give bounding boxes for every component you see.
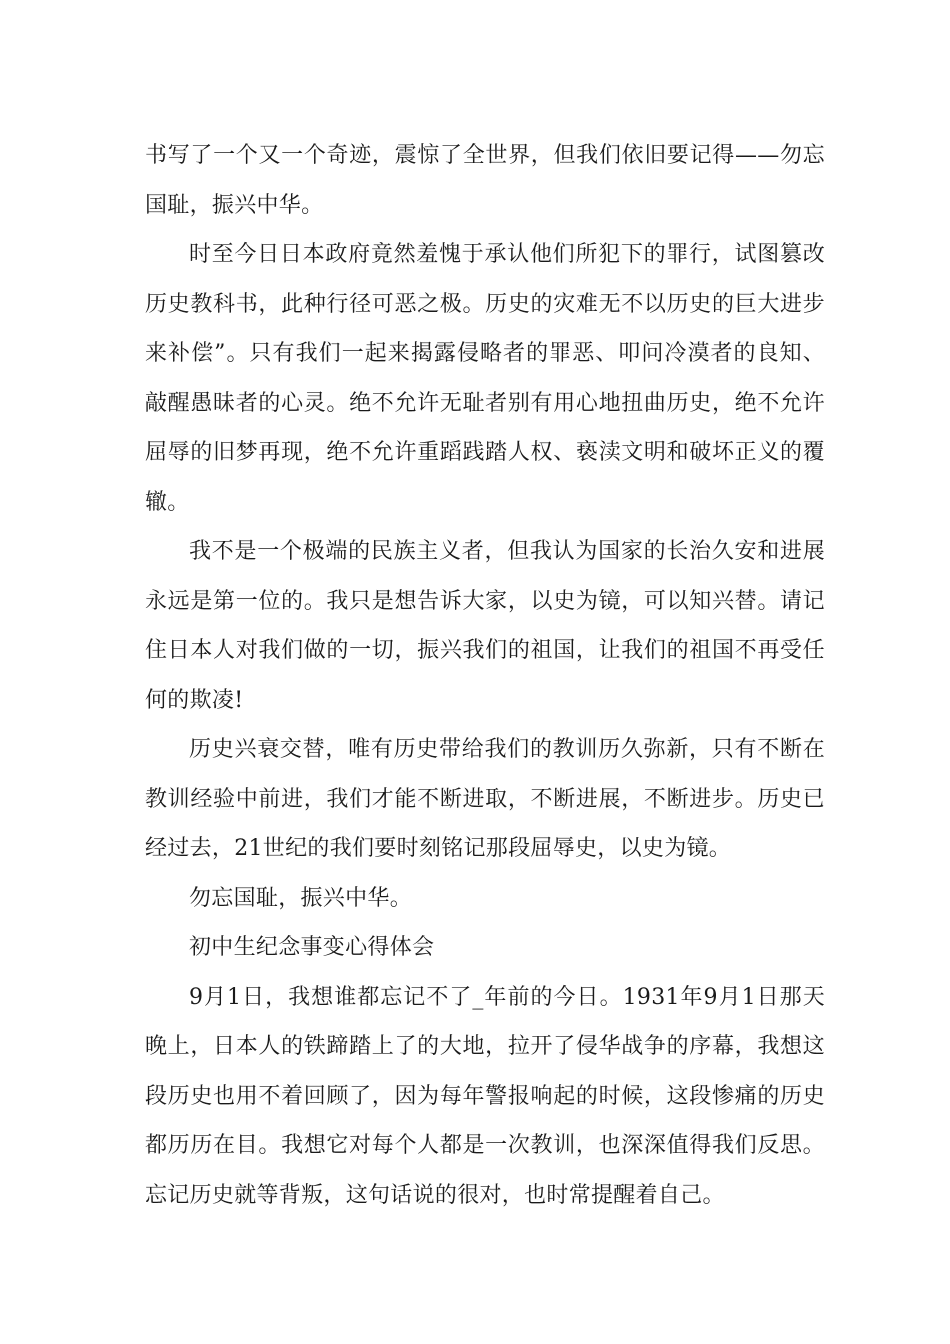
paragraph: 历史兴衰交替，唯有历史带给我们的教训历久弥新，只有不断在教训经验中前进，我们才能不断进取，不断进展，不断进步。历史已经过去，21世纪的我们要时刻铭记那段屈辱史，以史为镜。: [145, 737, 825, 861]
paragraph: 9月1日，我想谁都忘记不了_年前的今日。1931年9月1日那天晚上，日本人的铁蹄踏上了的大地，拉开了侵华战争的序幕，我想这段历史也用不着回顾了，因为每年警报响起的时候，这段惨痛的历史都历历在目。我想它对每个人都是一次教训，也深深值得我们反思。忘记历史就等背叛，这句话说的很对，也时常提醒着自己。: [145, 984, 825, 1208]
paragraph: 勿忘国耻，振兴中华。: [189, 885, 413, 911]
section-heading: 初中生纪念事变心得体会: [189, 935, 435, 960]
document-body: [145, 131, 825, 1220]
paragraph: 书写了一个又一个奇迹，震惊了全世界，但我们依旧要记得——勿忘国耻，振兴中华。: [145, 143, 825, 218]
paragraph: 我不是一个极端的民族主义者，但我认为国家的长治久安和进展永远是第一位的。我只是想告诉大家，以史为镜，可以知兴替。请记住日本人对我们做的一切，振兴我们的祖国，让我们的祖国不再受任何的欺凌!: [145, 539, 825, 713]
paragraph: 时至今日日本政府竟然羞愧于承认他们所犯下的罪行，试图篡改历史教科书，此种行径可恶之极。历史的灾难无不以历史的巨大进步来补偿”。只有我们一起来揭露侵略者的罪恶、叩问冷漠者的良知、敲醒愚昧者的心灵。绝不允许无耻者别有用心地扭曲历史，绝不允许屈辱的旧梦再现，绝不允许重蹈践踏人权、亵渎文明和破坏正义的覆辙。: [145, 242, 825, 515]
